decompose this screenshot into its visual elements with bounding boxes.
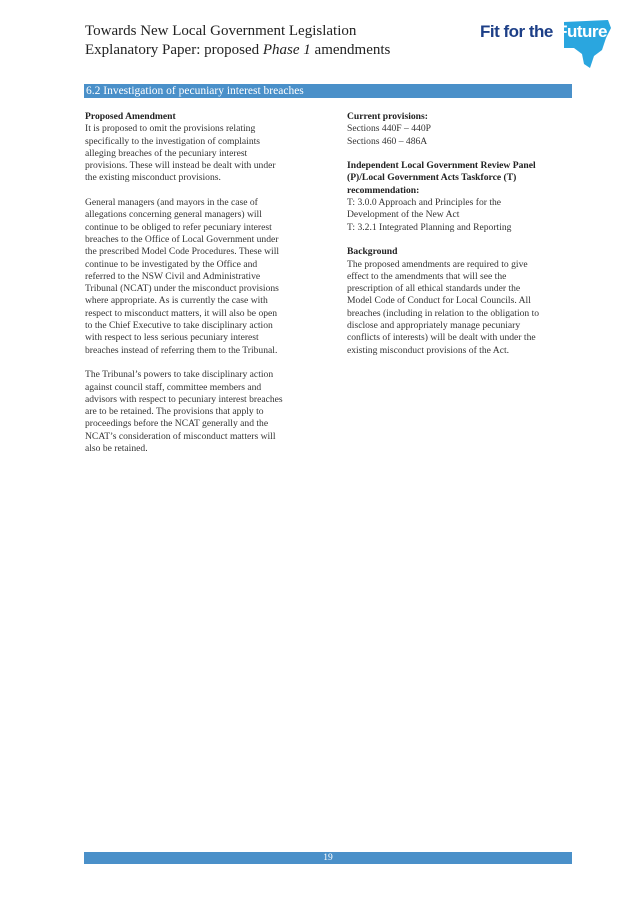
panel-recommendation-list [347, 197, 572, 234]
current-provisions-list [347, 123, 572, 148]
text-line: the prescribed Model Code Procedures. These will [85, 246, 280, 258]
current-provisions-heading: Current provisions: [347, 111, 428, 122]
text-line: specifically to the investigation of complaints [85, 135, 261, 147]
page-number: 19 [323, 853, 333, 863]
provision-line: Sections 440F – 440P [347, 123, 431, 135]
background-heading: Background [347, 246, 398, 258]
text-line: provisions. These will instead be dealt with under [85, 160, 276, 172]
proposed-paragraph-2 [85, 197, 310, 357]
text-line: breaches to the Office of Local Government under [85, 233, 279, 245]
text-line: The proposed amendments are required to give [347, 258, 528, 270]
text-line: prescription of all ethical standards under the [347, 283, 521, 295]
header-title-line-1: Towards New Local Government Legislation [85, 23, 357, 39]
logo-text-future: Future [557, 22, 607, 41]
right-column [347, 111, 572, 369]
section-heading-bar: 6.2 Investigation of pecuniary interest breaches [84, 84, 572, 98]
text-line: allegations concerning general managers) will [85, 209, 262, 221]
text-line: also be retained. [85, 443, 148, 455]
background-paragraph [347, 259, 572, 357]
text-line: Tribunal (NCAT) under the misconduct provisions [85, 283, 279, 295]
text-line: respect to misconduct matters, it will also be open [85, 307, 278, 319]
heading-line: recommendation: [347, 184, 420, 196]
text-line: It is proposed to omit the provisions relating [85, 123, 256, 135]
text-line: General managers (and mayors in the case of [85, 197, 258, 209]
header-title-suffix: amendments [310, 42, 391, 58]
header-title-phase: Phase 1 [262, 42, 311, 58]
proposed-paragraph-3 [85, 369, 310, 455]
heading-line: Independent Local Government Review Panel [347, 160, 536, 172]
provision-line: Sections 460 – 486A [347, 135, 428, 147]
text-line: NCAT’s consideration of misconduct matters will [85, 430, 276, 442]
recommendation-line: T: 3.0.0 Approach and Principles for the [347, 197, 502, 209]
text-line: continue to be obliged to refer pecuniary interest [85, 221, 272, 233]
text-line: existing misconduct provisions of the Act. [347, 344, 510, 356]
text-line: where appropriate. As is currently the case with [85, 295, 268, 307]
text-line: alleging breaches of the pecuniary interest [85, 147, 248, 159]
logo-wordmark [480, 22, 607, 42]
document-header [85, 22, 390, 60]
recommendation-line: T: 3.2.1 Integrated Planning and Reporting [347, 221, 512, 233]
heading-line: (P)/Local Government Acts Taskforce (T) [347, 172, 517, 184]
recommendation-line: Development of the New Act [347, 209, 460, 221]
text-line: the existing misconduct provisions. [85, 172, 221, 184]
logo-text-fit: Fit for the [480, 22, 558, 41]
text-line: proceedings before the NCAT generally and the [85, 418, 269, 430]
left-column [85, 111, 310, 468]
proposed-paragraph-1 [85, 123, 310, 184]
text-line: advisors with respect to pecuniary interest breaches [85, 393, 283, 405]
proposed-amendment-heading: Proposed Amendment [85, 111, 176, 122]
panel-recommendation-heading [347, 160, 572, 197]
text-line: disclose and appropriately manage pecuniary [347, 320, 521, 332]
text-line: continue to be investigated by the Office and [85, 258, 258, 270]
text-line: with respect to less serious pecuniary interest [85, 332, 259, 344]
header-title-line-2 [85, 41, 390, 60]
text-line: are to be retained. The provisions that apply to [85, 406, 264, 418]
text-line: breaches instead of referring them to the Tribunal. [85, 344, 278, 356]
text-line: effect to the amendments that will see the [347, 270, 507, 282]
text-line: The Tribunal’s powers to take disciplinary action [85, 369, 274, 381]
text-line: referred to the NSW Civil and Administrative [85, 270, 261, 282]
text-line: breaches (including in relation to the obligation to [347, 307, 540, 319]
fit-for-the-future-logo [480, 18, 612, 70]
text-line: Model Code of Conduct for Local Councils. All [347, 295, 531, 307]
header-title-prefix: Explanatory Paper: proposed [85, 42, 263, 58]
text-line: to the Chief Executive to take disciplinary action [85, 320, 273, 332]
footer-bar [84, 852, 572, 864]
text-line: against council staff, committee members and [85, 381, 262, 393]
text-line: conflicts of interests) will be dealt with under the [347, 332, 536, 344]
